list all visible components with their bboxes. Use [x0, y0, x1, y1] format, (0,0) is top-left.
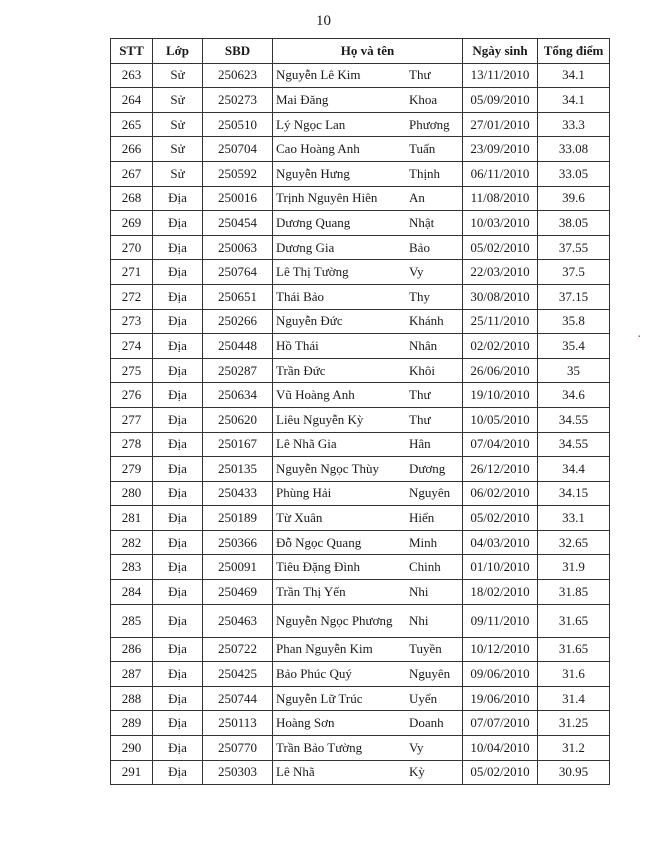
cell-ngay-sinh: 13/11/2010 — [463, 63, 538, 88]
cell-ho-va-ten — [273, 112, 463, 137]
ho-dem: Trần Bảo Tường — [276, 739, 363, 755]
header-tong-diem: Tổng điểm — [538, 39, 610, 64]
cell-stt: 264 — [111, 88, 153, 113]
cell-tong-diem: 38.05 — [538, 211, 610, 236]
cell-stt: 273 — [111, 309, 153, 334]
ten: Doanh — [409, 715, 444, 731]
table-row — [111, 112, 610, 137]
cell-sbd: 250623 — [203, 63, 273, 88]
ten: Tuấn — [409, 141, 436, 157]
cell-lop: Địa — [153, 637, 203, 662]
cell-lop: Địa — [153, 506, 203, 531]
cell-stt: 285 — [111, 604, 153, 637]
cell-ho-va-ten — [273, 662, 463, 687]
cell-tong-diem: 35.4 — [538, 334, 610, 359]
cell-ngay-sinh: 06/02/2010 — [463, 481, 538, 506]
table-row — [111, 186, 610, 211]
table-row — [111, 161, 610, 186]
cell-tong-diem: 31.2 — [538, 736, 610, 761]
ten: Uyển — [409, 690, 438, 706]
cell-ngay-sinh: 04/03/2010 — [463, 530, 538, 555]
cell-ngay-sinh: 01/10/2010 — [463, 555, 538, 580]
page-number: 10 — [316, 13, 331, 29]
cell-ngay-sinh: 22/03/2010 — [463, 260, 538, 285]
cell-ngay-sinh: 07/04/2010 — [463, 432, 538, 457]
cell-ho-va-ten — [273, 211, 463, 236]
ten: Hiển — [409, 510, 435, 526]
cell-sbd: 250620 — [203, 407, 273, 432]
cell-stt: 291 — [111, 760, 153, 785]
cell-sbd: 250704 — [203, 137, 273, 162]
cell-sbd: 250063 — [203, 235, 273, 260]
cell-ngay-sinh: 19/06/2010 — [463, 686, 538, 711]
cell-tong-diem: 32.65 — [538, 530, 610, 555]
ho-dem: Phan Nguyễn Kim — [276, 641, 373, 657]
cell-stt: 275 — [111, 358, 153, 383]
cell-ho-va-ten — [273, 161, 463, 186]
table-row — [111, 407, 610, 432]
cell-ngay-sinh: 19/10/2010 — [463, 383, 538, 408]
cell-ho-va-ten — [273, 580, 463, 605]
cell-lop: Địa — [153, 432, 203, 457]
table-row — [111, 637, 610, 662]
cell-ho-va-ten — [273, 432, 463, 457]
ho-dem: Nguyễn Ngọc Phương — [276, 612, 393, 628]
cell-ngay-sinh: 10/03/2010 — [463, 211, 538, 236]
ho-dem: Thái Bảo — [276, 288, 325, 304]
cell-sbd: 250764 — [203, 260, 273, 285]
ten: An — [409, 190, 425, 206]
table-row — [111, 555, 610, 580]
cell-ho-va-ten — [273, 530, 463, 555]
table-row — [111, 137, 610, 162]
cell-lop: Địa — [153, 686, 203, 711]
cell-sbd: 250448 — [203, 334, 273, 359]
cell-ho-va-ten — [273, 760, 463, 785]
ho-dem: Đỗ Ngọc Quang — [276, 534, 362, 550]
cell-lop: Địa — [153, 530, 203, 555]
ho-dem: Phùng Hải — [276, 485, 332, 501]
ten: Thy — [409, 288, 430, 304]
cell-ho-va-ten — [273, 555, 463, 580]
ho-dem: Hoàng Sơn — [276, 715, 335, 731]
cell-stt: 288 — [111, 686, 153, 711]
cell-lop: Địa — [153, 662, 203, 687]
cell-stt: 290 — [111, 736, 153, 761]
ho-dem: Cao Hoàng Anh — [276, 141, 360, 157]
cell-stt: 278 — [111, 432, 153, 457]
cell-stt: 279 — [111, 457, 153, 482]
cell-ngay-sinh: 05/02/2010 — [463, 506, 538, 531]
ten: Khôi — [409, 362, 435, 378]
cell-lop: Địa — [153, 383, 203, 408]
cell-stt: 263 — [111, 63, 153, 88]
cell-stt: 274 — [111, 334, 153, 359]
cell-lop: Địa — [153, 284, 203, 309]
cell-tong-diem: 31.65 — [538, 637, 610, 662]
cell-ngay-sinh: 07/07/2010 — [463, 711, 538, 736]
cell-ngay-sinh: 11/08/2010 — [463, 186, 538, 211]
cell-lop: Địa — [153, 604, 203, 637]
cell-sbd: 250744 — [203, 686, 273, 711]
table-row — [111, 260, 610, 285]
cell-lop: Địa — [153, 334, 203, 359]
ten: Kỳ — [409, 764, 425, 780]
cell-ngay-sinh: 10/12/2010 — [463, 637, 538, 662]
ho-dem: Mai Đăng — [276, 91, 329, 107]
cell-tong-diem: 31.4 — [538, 686, 610, 711]
cell-tong-diem: 34.15 — [538, 481, 610, 506]
cell-lop: Địa — [153, 309, 203, 334]
cell-lop: Địa — [153, 211, 203, 236]
cell-stt: 272 — [111, 284, 153, 309]
ten: Minh — [409, 534, 438, 550]
cell-tong-diem: 33.08 — [538, 137, 610, 162]
table-row — [111, 383, 610, 408]
ten: Nhi — [409, 612, 429, 628]
ten: Hân — [409, 436, 431, 452]
cell-tong-diem: 37.15 — [538, 284, 610, 309]
cell-lop: Địa — [153, 235, 203, 260]
cell-lop: Sử — [153, 88, 203, 113]
cell-sbd: 250592 — [203, 161, 273, 186]
cell-stt: 282 — [111, 530, 153, 555]
ten: Nguyên — [409, 666, 451, 682]
cell-sbd: 250273 — [203, 88, 273, 113]
cell-tong-diem: 34.1 — [538, 63, 610, 88]
cell-tong-diem: 33.05 — [538, 161, 610, 186]
ten: Tuyền — [409, 641, 442, 657]
cell-stt: 280 — [111, 481, 153, 506]
cell-sbd: 250425 — [203, 662, 273, 687]
header-ngay-sinh: Ngày sinh — [463, 39, 538, 64]
ho-dem: Hồ Thái — [276, 337, 319, 353]
ten: Phương — [409, 116, 450, 132]
table-row — [111, 432, 610, 457]
cell-sbd: 250510 — [203, 112, 273, 137]
cell-ho-va-ten — [273, 637, 463, 662]
cell-sbd: 250722 — [203, 637, 273, 662]
cell-lop: Địa — [153, 260, 203, 285]
cell-ho-va-ten — [273, 235, 463, 260]
cell-stt: 286 — [111, 637, 153, 662]
cell-lop: Địa — [153, 711, 203, 736]
ho-dem: Lê Thị Tường — [276, 264, 349, 280]
ho-dem: Lê Nhã Gia — [276, 436, 337, 452]
cell-ho-va-ten — [273, 309, 463, 334]
cell-ho-va-ten — [273, 383, 463, 408]
cell-lop: Địa — [153, 760, 203, 785]
ten: Nhân — [409, 337, 438, 353]
cell-lop: Sử — [153, 137, 203, 162]
cell-lop: Địa — [153, 358, 203, 383]
cell-ngay-sinh: 09/11/2010 — [463, 604, 538, 637]
table-row — [111, 457, 610, 482]
table-row — [111, 309, 610, 334]
cell-stt: 270 — [111, 235, 153, 260]
ten: Vy — [409, 739, 424, 755]
cell-ngay-sinh: 18/02/2010 — [463, 580, 538, 605]
ho-dem: Nguyễn Lê Kim — [276, 67, 361, 83]
ten: Nhi — [409, 583, 429, 599]
cell-tong-diem: 34.6 — [538, 383, 610, 408]
header-sbd: SBD — [203, 39, 273, 64]
table-row — [111, 760, 610, 785]
cell-tong-diem: 37.5 — [538, 260, 610, 285]
cell-sbd: 250287 — [203, 358, 273, 383]
table-row — [111, 481, 610, 506]
table-row — [111, 63, 610, 88]
cell-sbd: 250167 — [203, 432, 273, 457]
ho-dem: Lý Ngọc Lan — [276, 116, 346, 132]
cell-ho-va-ten — [273, 186, 463, 211]
cell-lop: Địa — [153, 580, 203, 605]
ho-dem: Nguyễn Lữ Trúc — [276, 690, 363, 706]
cell-stt: 281 — [111, 506, 153, 531]
cell-ho-va-ten — [273, 604, 463, 637]
cell-ho-va-ten — [273, 358, 463, 383]
cell-stt: 277 — [111, 407, 153, 432]
cell-tong-diem: 30.95 — [538, 760, 610, 785]
cell-stt: 284 — [111, 580, 153, 605]
table-row — [111, 736, 610, 761]
cell-ngay-sinh: 10/05/2010 — [463, 407, 538, 432]
ho-dem: Dương Quang — [276, 214, 351, 230]
ho-dem: Liêu Nguyễn Kỳ — [276, 411, 364, 427]
table-row — [111, 604, 610, 637]
cell-ngay-sinh: 27/01/2010 — [463, 112, 538, 137]
cell-sbd: 250016 — [203, 186, 273, 211]
cell-ho-va-ten — [273, 736, 463, 761]
cell-stt: 268 — [111, 186, 153, 211]
cell-ngay-sinh: 02/02/2010 — [463, 334, 538, 359]
table-row — [111, 506, 610, 531]
cell-sbd: 250651 — [203, 284, 273, 309]
cell-lop: Địa — [153, 186, 203, 211]
table-row — [111, 211, 610, 236]
cell-stt: 266 — [111, 137, 153, 162]
cell-stt: 287 — [111, 662, 153, 687]
ten: Chinh — [409, 559, 441, 575]
cell-sbd: 250469 — [203, 580, 273, 605]
cell-lop: Địa — [153, 555, 203, 580]
cell-sbd: 250091 — [203, 555, 273, 580]
cell-tong-diem: 34.4 — [538, 457, 610, 482]
table-row — [111, 358, 610, 383]
cell-lop: Địa — [153, 736, 203, 761]
cell-ho-va-ten — [273, 63, 463, 88]
ho-dem: Trần Đức — [276, 362, 326, 378]
cell-ngay-sinh: 09/06/2010 — [463, 662, 538, 687]
table-row — [111, 334, 610, 359]
cell-tong-diem: 34.1 — [538, 88, 610, 113]
cell-tong-diem: 37.55 — [538, 235, 610, 260]
table-row — [111, 88, 610, 113]
cell-sbd: 250135 — [203, 457, 273, 482]
ho-dem: Nguyễn Ngọc Thùy — [276, 460, 380, 476]
cell-ngay-sinh: 26/12/2010 — [463, 457, 538, 482]
header-ho-va-ten: Họ và tên — [273, 39, 463, 64]
cell-ngay-sinh: 26/06/2010 — [463, 358, 538, 383]
cell-sbd: 250303 — [203, 760, 273, 785]
ten: Khánh — [409, 313, 444, 329]
table-row — [111, 235, 610, 260]
ten: Thư — [409, 67, 431, 83]
cell-ngay-sinh: 06/11/2010 — [463, 161, 538, 186]
ho-dem: Bảo Phúc Quý — [276, 666, 352, 682]
ho-dem: Tiêu Đặng Đình — [276, 559, 361, 575]
cell-tong-diem: 33.1 — [538, 506, 610, 531]
cell-tong-diem: 31.65 — [538, 604, 610, 637]
cell-ngay-sinh: 30/08/2010 — [463, 284, 538, 309]
ten: Nguyên — [409, 485, 451, 501]
cell-sbd: 250189 — [203, 506, 273, 531]
cell-lop: Sử — [153, 161, 203, 186]
cell-ngay-sinh: 10/04/2010 — [463, 736, 538, 761]
table-header-row — [111, 39, 610, 64]
cell-ho-va-ten — [273, 457, 463, 482]
cell-tong-diem: 35.8 — [538, 309, 610, 334]
ho-dem: Lê Nhã — [276, 764, 315, 780]
cell-sbd: 250433 — [203, 481, 273, 506]
cell-tong-diem: 31.6 — [538, 662, 610, 687]
ten: Thịnh — [409, 165, 441, 181]
header-lop: Lớp — [153, 39, 203, 64]
results-table — [110, 38, 610, 785]
cell-ho-va-ten — [273, 407, 463, 432]
cell-ngay-sinh: 05/02/2010 — [463, 760, 538, 785]
cell-tong-diem: 31.25 — [538, 711, 610, 736]
ho-dem: Vũ Hoàng Anh — [276, 387, 355, 403]
cell-ngay-sinh: 05/02/2010 — [463, 235, 538, 260]
cell-tong-diem: 33.3 — [538, 112, 610, 137]
cell-ngay-sinh: 25/11/2010 — [463, 309, 538, 334]
cell-stt: 271 — [111, 260, 153, 285]
ten: Thư — [409, 387, 431, 403]
cell-sbd: 250634 — [203, 383, 273, 408]
ten: Thư — [409, 411, 431, 427]
table-row — [111, 686, 610, 711]
cell-lop: Sử — [153, 112, 203, 137]
table-row — [111, 711, 610, 736]
cell-tong-diem: 34.55 — [538, 432, 610, 457]
ten: Dương — [409, 460, 446, 476]
ten: Khoa — [409, 91, 438, 107]
cell-sbd: 250113 — [203, 711, 273, 736]
cell-sbd: 250770 — [203, 736, 273, 761]
table-row — [111, 530, 610, 555]
ten: Bảo — [409, 239, 430, 255]
ho-dem: Nguyễn Đức — [276, 313, 343, 329]
cell-ngay-sinh: 23/09/2010 — [463, 137, 538, 162]
cell-tong-diem: 35 — [538, 358, 610, 383]
cell-ho-va-ten — [273, 506, 463, 531]
ho-dem: Từ Xuân — [276, 510, 323, 526]
cell-stt: 269 — [111, 211, 153, 236]
cell-stt: 267 — [111, 161, 153, 186]
cell-lop: Địa — [153, 481, 203, 506]
cell-ho-va-ten — [273, 686, 463, 711]
ho-dem: Nguyễn Hưng — [276, 165, 350, 181]
table-row — [111, 284, 610, 309]
cell-ho-va-ten — [273, 88, 463, 113]
cell-lop: Địa — [153, 407, 203, 432]
cell-sbd: 250366 — [203, 530, 273, 555]
cell-tong-diem: 31.85 — [538, 580, 610, 605]
cell-stt: 283 — [111, 555, 153, 580]
cell-ho-va-ten — [273, 711, 463, 736]
cell-stt: 265 — [111, 112, 153, 137]
cell-stt: 289 — [111, 711, 153, 736]
cell-ngay-sinh: 05/09/2010 — [463, 88, 538, 113]
cell-ho-va-ten — [273, 284, 463, 309]
cell-lop: Địa — [153, 457, 203, 482]
cell-lop: Sử — [153, 63, 203, 88]
ho-dem: Trần Thị Yến — [276, 583, 346, 599]
table-row — [111, 580, 610, 605]
cell-ho-va-ten — [273, 260, 463, 285]
cell-tong-diem: 31.9 — [538, 555, 610, 580]
cell-sbd: 250454 — [203, 211, 273, 236]
cell-tong-diem: 34.55 — [538, 407, 610, 432]
cell-ho-va-ten — [273, 137, 463, 162]
ten: Vy — [409, 264, 424, 280]
cell-ho-va-ten — [273, 334, 463, 359]
cell-stt: 276 — [111, 383, 153, 408]
cell-tong-diem: 39.6 — [538, 186, 610, 211]
ho-dem: Dương Gia — [276, 239, 335, 255]
cell-sbd: 250463 — [203, 604, 273, 637]
ho-dem: Trịnh Nguyên Hiên — [276, 190, 378, 206]
table-row — [111, 662, 610, 687]
header-stt: STT — [111, 39, 153, 64]
pen-mark: · — [637, 330, 642, 345]
ten: Nhật — [409, 214, 435, 230]
cell-ho-va-ten — [273, 481, 463, 506]
cell-sbd: 250266 — [203, 309, 273, 334]
